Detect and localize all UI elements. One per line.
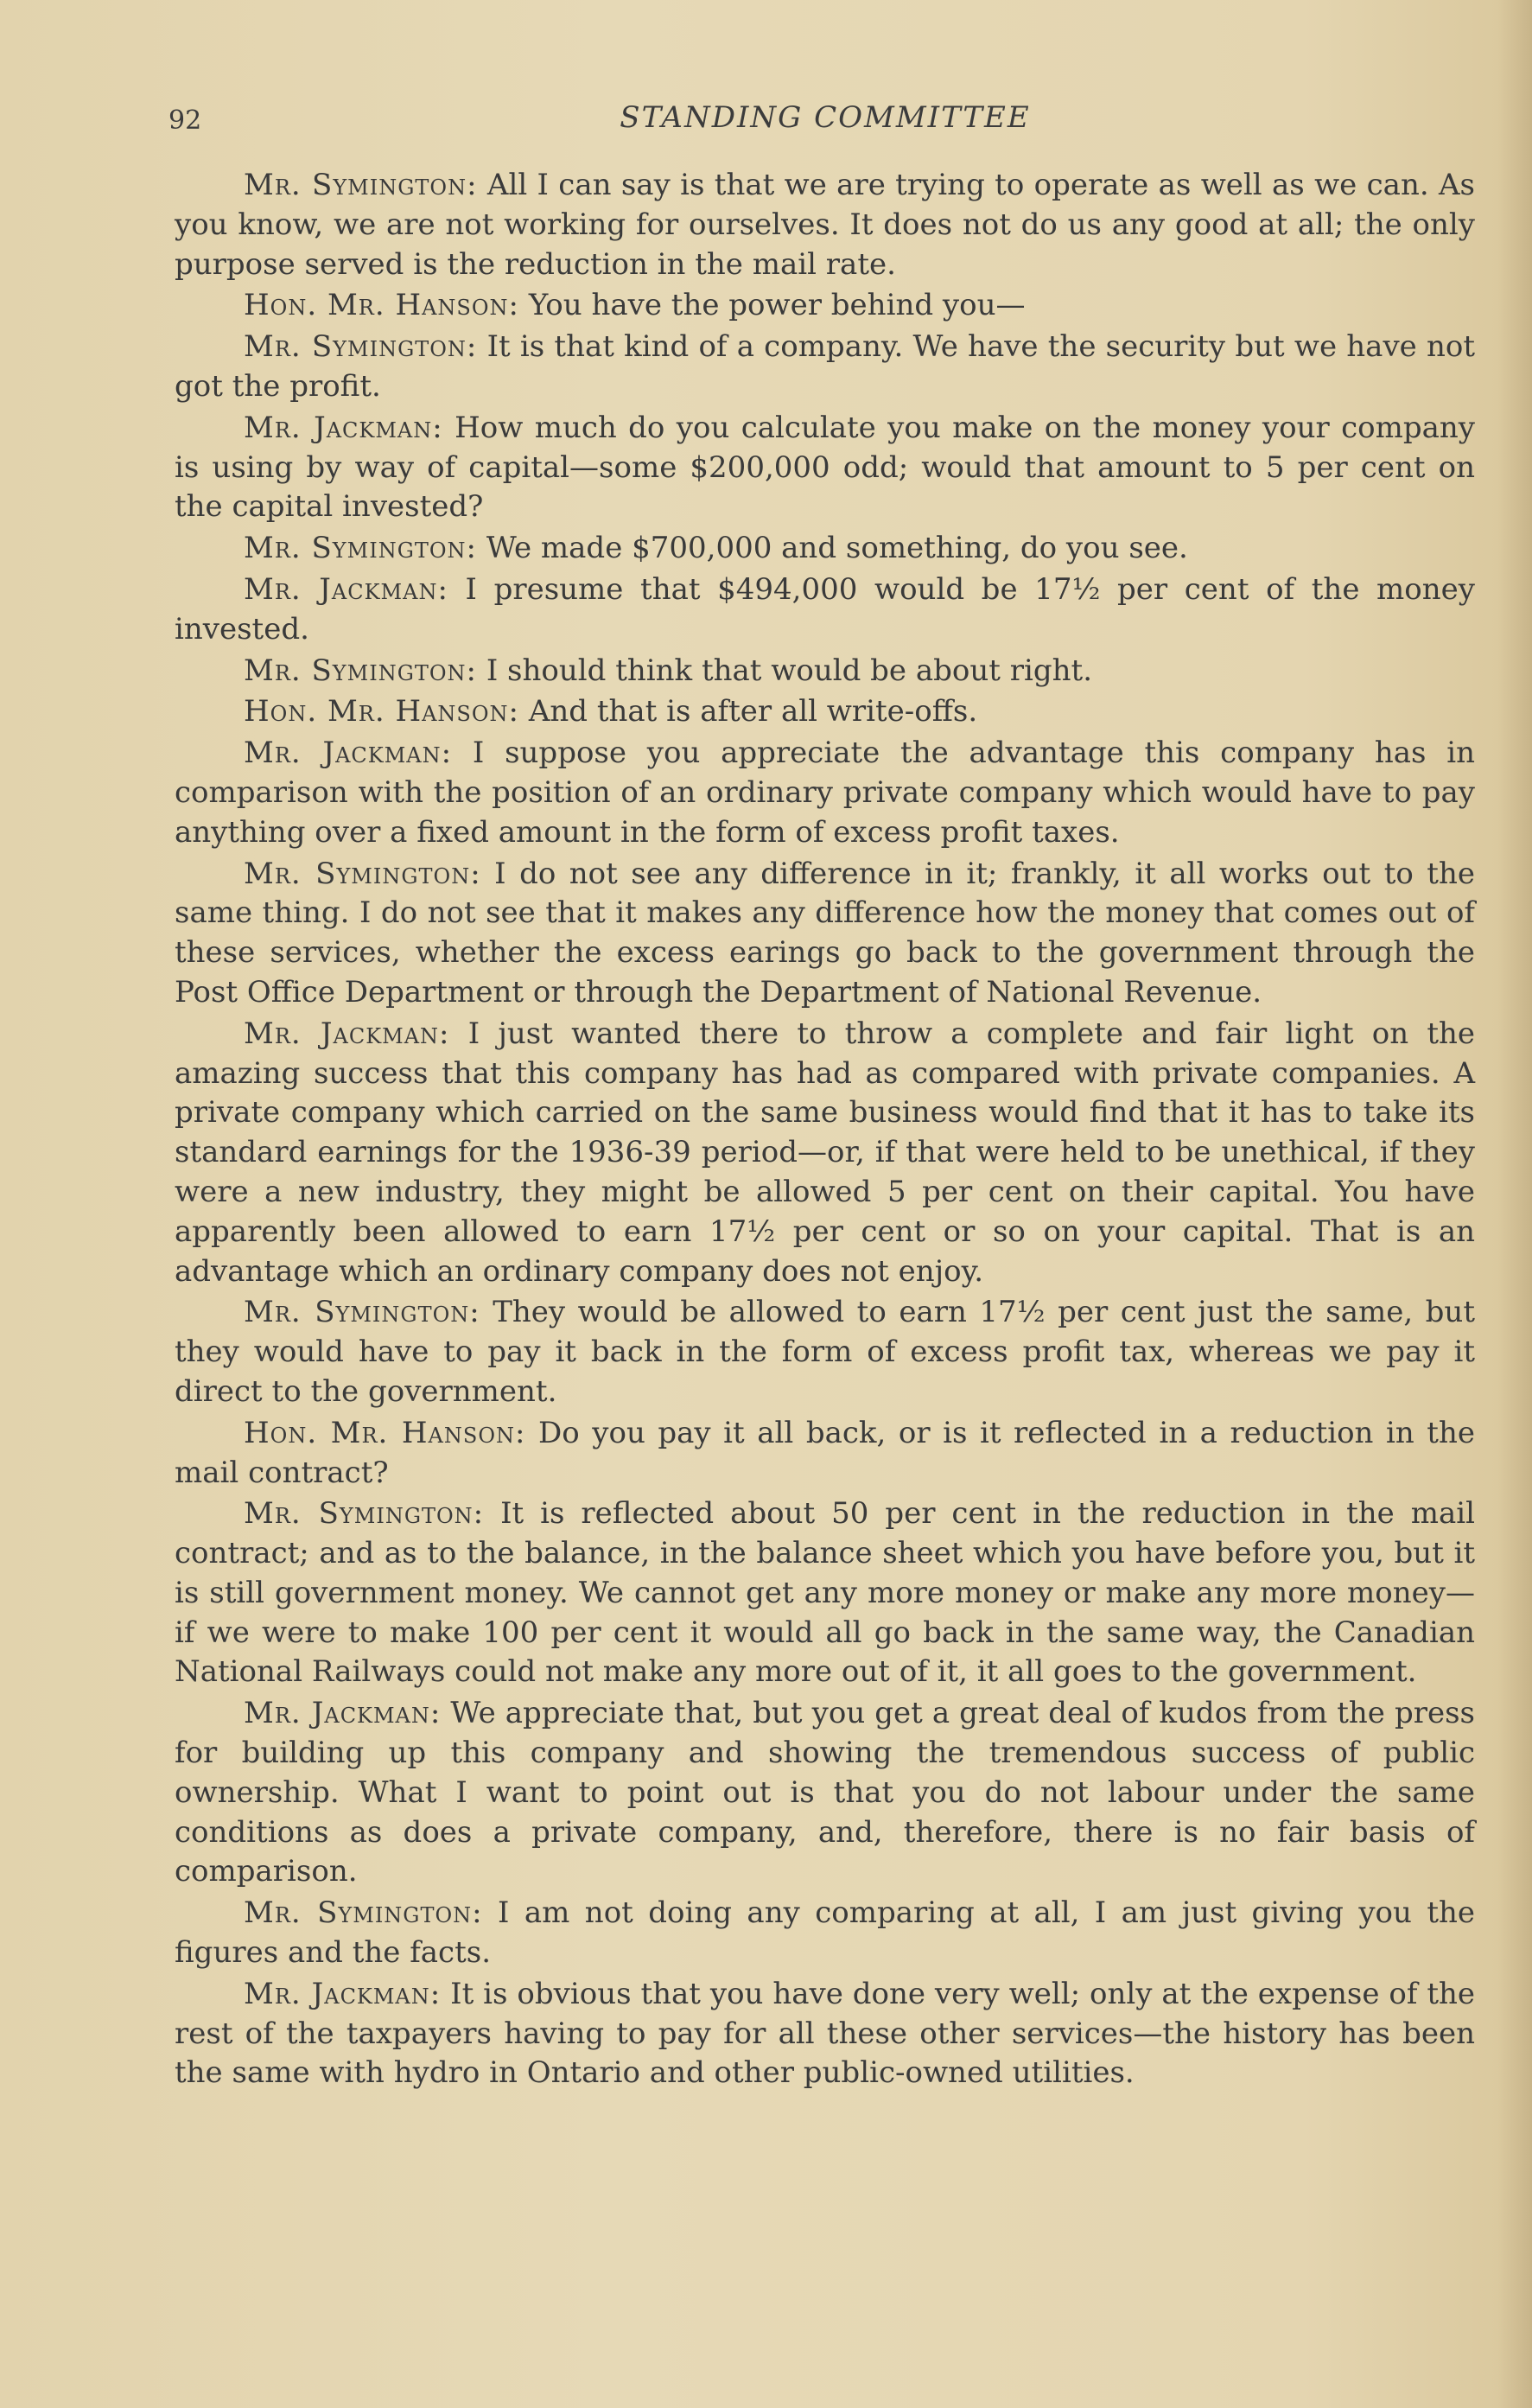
speech-text: It is that kind of a company. We have the security but we have not got the profit. bbox=[175, 329, 1476, 404]
transcript-paragraph bbox=[175, 1694, 1475, 1892]
speaker-name: Mr. Jackman: bbox=[244, 1696, 442, 1731]
transcript-paragraph bbox=[175, 1414, 1475, 1494]
transcript-paragraph bbox=[175, 570, 1475, 650]
speaker-name: Hon. Mr. Hanson: bbox=[244, 694, 519, 729]
transcript-paragraph bbox=[175, 1494, 1475, 1692]
speech-text: How much do you calculate you make on the money your company is using by way of capital—some $200,000 odd; would that amount to 5 per cent on the capital invested? bbox=[175, 410, 1475, 525]
speech-text: And that is after all write-offs. bbox=[528, 694, 978, 729]
speaker-name: Mr. Jackman: bbox=[244, 1976, 442, 2011]
speech-text: It is obvious that you have done very well; only at the expense of the rest of the taxpayers having to pay for all these other services—the history has been the same with hydro in Ontario and other public-owned utilities. bbox=[175, 1976, 1475, 2091]
speaker-name: Mr. Symington: bbox=[244, 653, 477, 688]
speaker-name: Mr. Symington: bbox=[244, 329, 478, 365]
speech-text: Do you pay it all back, or is it reflected in a reduction in the mail contract? bbox=[175, 1415, 1475, 1490]
speaker-name: Mr. Jackman: bbox=[244, 1016, 450, 1051]
speech-text: You have the power behind you— bbox=[528, 288, 1026, 323]
transcript-paragraph bbox=[175, 166, 1475, 284]
transcript-paragraph bbox=[175, 529, 1475, 569]
speech-text: They would be allowed to earn 17½ per cent just the same, but they would have to pay it back in the form of excess profit tax, whereas we pay it direct to the government. bbox=[175, 1295, 1475, 1409]
speech-text: I suppose you appreciate the advantage this company has in comparison with the position of an ordinary private company which would have to pay anything over a fixed amount in the form of excess profit taxes. bbox=[175, 736, 1475, 850]
speech-text: It is reflected about 50 per cent in the reduction in the mail contract; and as to the balance, in the balance sheet which you have before you, but it is still government money. We cannot get any more money or make any more money—if we were to make 100 per cent it would all go back in the same way, the Canadian National Railways could not make any more out of it, it all goes to the government. bbox=[175, 1496, 1475, 1690]
transcript-paragraph bbox=[175, 652, 1475, 691]
speaker-name: Mr. Symington: bbox=[244, 1295, 480, 1330]
running-title: STANDING COMMITTEE bbox=[620, 100, 1031, 135]
page-number: 92 bbox=[168, 105, 202, 136]
transcript-paragraph bbox=[175, 692, 1475, 732]
speaker-name: Mr. Symington: bbox=[244, 168, 478, 202]
transcript-paragraph bbox=[175, 409, 1475, 527]
speaker-name: Hon. Mr. Hanson: bbox=[244, 288, 519, 323]
speech-text: I do not see any difference in it; frankly, it all works out to the same thing. I do not see that it makes any difference how the money that comes out of these services, whether the excess earings go back to the government through the Post Office Department or through the Department of National Revenue. bbox=[175, 856, 1475, 1010]
speaker-name: Mr. Symington: bbox=[244, 531, 477, 566]
speech-text: I presume that $494,000 would be 17½ per cent of the money invested. bbox=[175, 571, 1475, 647]
speaker-name: Mr. Jackman: bbox=[244, 571, 448, 607]
transcript-paragraph bbox=[175, 286, 1475, 326]
transcript-body bbox=[175, 166, 1475, 2095]
transcript-paragraph bbox=[175, 855, 1475, 1013]
speech-text: I am not doing any comparing at all, I am just giving you the figures and the facts. bbox=[175, 1895, 1475, 1971]
transcript-paragraph bbox=[175, 1293, 1475, 1411]
transcript-paragraph bbox=[175, 1015, 1475, 1292]
speech-text: I should think that would be about right. bbox=[486, 653, 1092, 688]
speaker-name: Hon. Mr. Hanson: bbox=[244, 1415, 526, 1450]
speaker-name: Mr. Jackman: bbox=[244, 410, 443, 445]
transcript-paragraph bbox=[175, 734, 1475, 852]
speech-text: I just wanted there to throw a complete and fair light on the amazing success that this company has had as compared with private companies. A private company which carried on the same business would find that it has to take its standard earnings for the 1936-39 period—or, if that were held to be unethical, if they were a new industry, they might be allowed 5 per cent on their capital. You have apparently been allowed to earn 17½ per cent or so on your capital. That is an advantage which an ordinary company does not enjoy. bbox=[175, 1016, 1476, 1289]
speaker-name: Mr. Symington: bbox=[244, 856, 481, 891]
speaker-name: Mr. Jackman: bbox=[244, 736, 453, 771]
page-edge-shadow bbox=[1497, 0, 1532, 2408]
speech-text: We made $700,000 and something, do you see. bbox=[486, 531, 1188, 566]
page-header bbox=[168, 95, 1482, 147]
speech-text: All I can say is that we are trying to operate as well as we can. As you know, we are not working for ourselves. It does not do us any good at all; the only purpose served is the reduction in the mail rate. bbox=[175, 168, 1476, 282]
speech-text: We appreciate that, but you get a great deal of kudos from the press for building up this company and showing the tremendous success of public ownership. What I want to point out is that you do not labour under the same conditions as does a private company, and, therefore, there is no fair basis of comparison. bbox=[175, 1696, 1476, 1889]
speaker-name: Mr. Symington: bbox=[244, 1496, 485, 1532]
transcript-paragraph bbox=[175, 328, 1475, 407]
transcript-paragraph bbox=[175, 1894, 1475, 1973]
speaker-name: Mr. Symington: bbox=[244, 1895, 483, 1931]
transcript-paragraph bbox=[175, 1975, 1475, 2093]
